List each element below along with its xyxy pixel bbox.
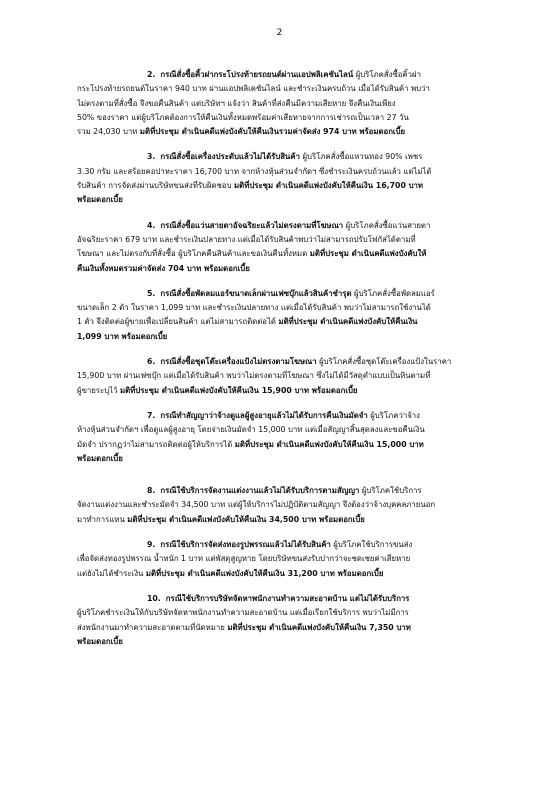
item-first-line xyxy=(77,219,495,233)
item-heading: กรณีสั่งซื้อคิ้วฝากระโปรงท้ายรถยนต์ผ่านแอปพลิเคชันไลน์ xyxy=(160,70,354,79)
resolution-text: มติที่ประชุม ดำเนินคดีแพ่งบังคับให้คืนเงิน 16,700 บาท xyxy=(234,181,424,191)
item-text: ผู้ขายระบุไว้ xyxy=(77,385,120,395)
item-text: โฆษณา และไม่ตรงกับที่สั่งซื้อ ผู้บริโภคคืนสินค้าและขอเงินคืนทั้งหมด xyxy=(77,249,310,259)
resolution-text: มติที่ประชุม ดำเนินคดีแพ่งบังคับให้คืนเงิน 15,900 บาท พร้อมดอกเบี้ย xyxy=(119,385,358,395)
item-resolution-line xyxy=(77,567,495,581)
item-first-line xyxy=(77,409,495,423)
item-text: รวม 24,030 บาท xyxy=(77,127,140,137)
item-heading: กรณีใช้บริการจัดงานแต่งงานแล้วไม่ได้รับบริการตามสัญญา xyxy=(160,486,360,496)
resolution-text: มติที่ประชุม ดำเนินคดีแพ่งบังคับให้คืนเงินรวมค่าจัดส่ง 974 บาท พร้อมดอกเบี้ย xyxy=(139,127,406,137)
item-text: ผู้บริโภคสั่งซื้อแหวนทอง 90% เพชร xyxy=(299,152,423,162)
item-first-line xyxy=(77,355,495,369)
list-item xyxy=(77,150,495,207)
item-resolution-line xyxy=(77,315,495,329)
item-resolution-line xyxy=(77,125,495,139)
resolution-text: มติที่ประชุม ดำเนินคดีแพ่งบังคับให้คืนเงิน xyxy=(278,317,418,327)
item-heading: กรณีใช้บริการจัดส่งทองรูปพรรณแล้วไม่ได้รับสินค้า xyxy=(160,540,331,550)
resolution-text: พร้อมดอกเบี้ย xyxy=(77,195,123,205)
resolution-text: มติที่ประชุม ดำเนินคดีแพ่งบังคับให้ xyxy=(309,249,427,259)
item-text-line: 15,900 บาท ผ่านเฟซบุ๊ก แต่เมื่อได้รับสินค้า พบว่าไม่ตรงตามที่โฆษณา ซึ่งไม่ได้มีวัสดุตำแบบเป็นหินตามที่ xyxy=(77,371,431,381)
item-heading: กรณีสั่งซื้อแว่นสายตาอัจฉริยะแล้วไม่ตรงตามที่โฆษณา xyxy=(160,220,344,230)
page-number: 2 xyxy=(276,28,283,38)
item-text: 1 ตัว จึงติดต่อผู้ขายเพื่อเปลี่ยนสินค้า แต่ไม่สามารถติดต่อได้ xyxy=(77,317,279,327)
item-text-line: กระโปรงท้ายรถยนต์ในราคา 940 บาท ผ่านแอปพลิเคชันไลน์ และชำระเงินครบถ้วน เมื่อได้รับสินค้า พบว่า xyxy=(77,84,430,94)
item-text: ผู้บริโภคสั่งซื้อคิ้วฝา xyxy=(353,70,421,79)
item-text: ผู้บริโภคสั่งซื้อพัดลมแอร์ xyxy=(351,288,435,298)
item-resolution-line xyxy=(77,179,495,193)
item-first-line xyxy=(77,287,495,301)
resolution-text: คืนเงินทั้งหมดรวมค่าจัดส่ง 704 บาท พร้อมดอกเบี้ย xyxy=(77,263,250,273)
item-text: มาทำการแทน xyxy=(77,514,128,524)
item-text-line: อัจฉริยะราคา 679 บาท และชำระเงินปลายทาง แต่เมื่อได้รับสินค้าพบว่าไม่สามารถปรับโฟกัสได้ตามที่ xyxy=(77,234,416,244)
item-number: 2. xyxy=(147,70,156,79)
item-text-line: ห้างหุ้นส่วนจำกัดฯ เพื่อดูแลผู้สูงอายุ โดยจ่ายเงินมัดจำ 15,000 บาท แต่เมื่อสัญญาสิ้นสุดลงและขอคืนเงิน xyxy=(77,425,425,435)
item-number: 5. xyxy=(147,288,156,298)
document-body xyxy=(77,68,495,660)
resolution-text: มติที่ประชุม ดำเนินคดีแพ่งบังคับให้คืนเงิน 7,350 บาท xyxy=(227,622,411,632)
list-item xyxy=(77,484,495,527)
list-item xyxy=(77,219,495,276)
item-text-line: ผู้บริโภคชำระเงินให้กับบริษัทจัดหาพนักงานทำความสะอาดบ้าน แต่เมื่อเรียกใช้บริการ พบว่าไม่มีการ xyxy=(77,608,409,618)
item-heading: กรณีใช้บริการบริษัทจัดหาพนักงานทำความสะอาดบ้าน แต่ไม่ได้รับบริการ xyxy=(165,593,410,603)
item-text: แต่ยังไม่ได้ชำระเงิน xyxy=(77,568,146,578)
resolution-text: พร้อมดอกเบี้ย xyxy=(77,636,123,646)
item-heading: กรณีสั่งซื้อเครื่องประดับแล้วไม่ได้รับสินค้า xyxy=(160,152,300,162)
item-heading: กรณีทำสัญญาว่าจ้างดูแลผู้สูงอายุแล้วไม่ได้รับการคืนเงินมัดจำ xyxy=(160,410,368,420)
item-text: ผู้บริโภคว่าจ้าง xyxy=(367,410,420,420)
list-item xyxy=(77,592,495,649)
resolution-text: 1,099 บาท พร้อมดอกเบี้ย xyxy=(77,331,168,341)
item-heading: กรณีสั่งซื้อชุดโต๊ะเครื่องแป้งไม่ตรงตามโฆษณา xyxy=(160,357,317,367)
item-resolution-line xyxy=(77,438,495,452)
item-number: 6. xyxy=(147,357,156,367)
item-text: ส่งพนักงานมาทำความสะอาดตามที่นัดหมาย xyxy=(77,622,228,632)
item-text-line: เพื่อจัดส่งทองรูปพรรณ น้ำหนัก 1 บาท แต่พัสดุสูญหาย โดยบริษัทขนส่งรับปากว่าจะชดเชยค่าเสียหาย xyxy=(77,554,411,564)
list-item xyxy=(77,538,495,581)
item-text-line: ขนาดเล็ก 2 ตัว ในราคา 1,099 บาท และชำระเงินปลายทาง แต่เมื่อได้รับสินค้า พบว่าไม่สามารถใช้งานได้ xyxy=(77,303,431,313)
item-text: ผู้บริโภคใช้บริการ xyxy=(359,486,422,496)
list-item xyxy=(77,409,495,466)
item-first-line xyxy=(77,68,495,82)
item-text: มัดจำ ปรากฏว่าไม่สามารถติดต่อผู้ให้บริการได้ xyxy=(77,439,235,449)
resolution-text: มติที่ประชุม ดำเนินคดีแพ่งบังคับให้คืนเงิน 15,000 บาท xyxy=(234,439,424,449)
item-first-line xyxy=(77,538,495,552)
list-item xyxy=(77,355,495,398)
item-number: 3. xyxy=(147,152,156,162)
list-item xyxy=(77,287,495,344)
item-text-line: 50% ของราคา แต่ผู้บริโภคต้องการให้คืนเงินทั้งหมดพร้อมค่าเสียหายจากการเช่ารถเป็นเวลา 27 วัน xyxy=(77,112,409,122)
item-number: 4. xyxy=(147,220,156,230)
item-number: 7. xyxy=(147,410,156,420)
resolution-text: พร้อมดอกเบี้ย xyxy=(77,453,123,463)
item-first-line xyxy=(77,150,495,164)
item-number: 10. xyxy=(147,593,161,603)
item-text: รับสินค้า การจัดส่งผ่านบริษัทขนส่งที่รับผิดชอบ xyxy=(77,181,235,191)
resolution-text: มติที่ประชุม ดำเนินคดีแพ่งบังคับให้คืนเงิน 34,500 บาท พร้อมดอกเบี้ย xyxy=(127,514,365,524)
item-resolution-line xyxy=(77,513,495,527)
list-item xyxy=(77,68,495,139)
item-text: ผู้บริโภคสั่งซื้อชุดโต๊ะเครื่องแป้งในราคา xyxy=(316,357,452,367)
item-resolution-line xyxy=(77,621,495,635)
item-first-line xyxy=(77,592,495,606)
item-text: ผู้บริโภคสั่งซื้อแว่นสายตา xyxy=(343,220,431,230)
item-resolution-line xyxy=(77,247,495,261)
item-text: ผู้บริโภคใช้บริการขนส่ง xyxy=(330,540,413,550)
item-first-line xyxy=(77,484,495,498)
item-number: 9. xyxy=(147,540,156,550)
item-text-line: ไม่ตรงตามที่สั่งซื้อ จึงขอคืนสินค้า แต่บริษัทฯ แจ้งว่า สินค้าที่ส่งคืนมีความเสียหาย จึงคืนเงินเพียง xyxy=(77,98,396,108)
item-text-line: จัดงานแต่งงานและชำระมัดจำ 34,500 บาท แต่ผู้ให้บริการไม่ปฏิบัติตามสัญญา จึงต้องว่าจ้างบุคคลภายนอก xyxy=(77,500,436,510)
item-heading: กรณีสั่งซื้อพัดลมแอร์ขนาดเล็กผ่านเฟซบุ๊กแล้วสินค้าชำรุด xyxy=(160,288,352,298)
item-resolution-line xyxy=(77,384,495,398)
resolution-text: มติที่ประชุม ดำเนินคดีแพ่งบังคับให้คืนเงิน 31,200 บาท พร้อมดอกเบี้ย xyxy=(145,568,384,578)
item-text-line: 3.30 กรัม และสร้อยคอปาหะราคา 16,700 บาท จากห้างหุ้นส่วนจำกัดฯ ซึ่งชำระเงินครบถ้วนแล้ว แต่ไม่ได้ xyxy=(77,166,432,176)
item-number: 8. xyxy=(147,486,156,496)
